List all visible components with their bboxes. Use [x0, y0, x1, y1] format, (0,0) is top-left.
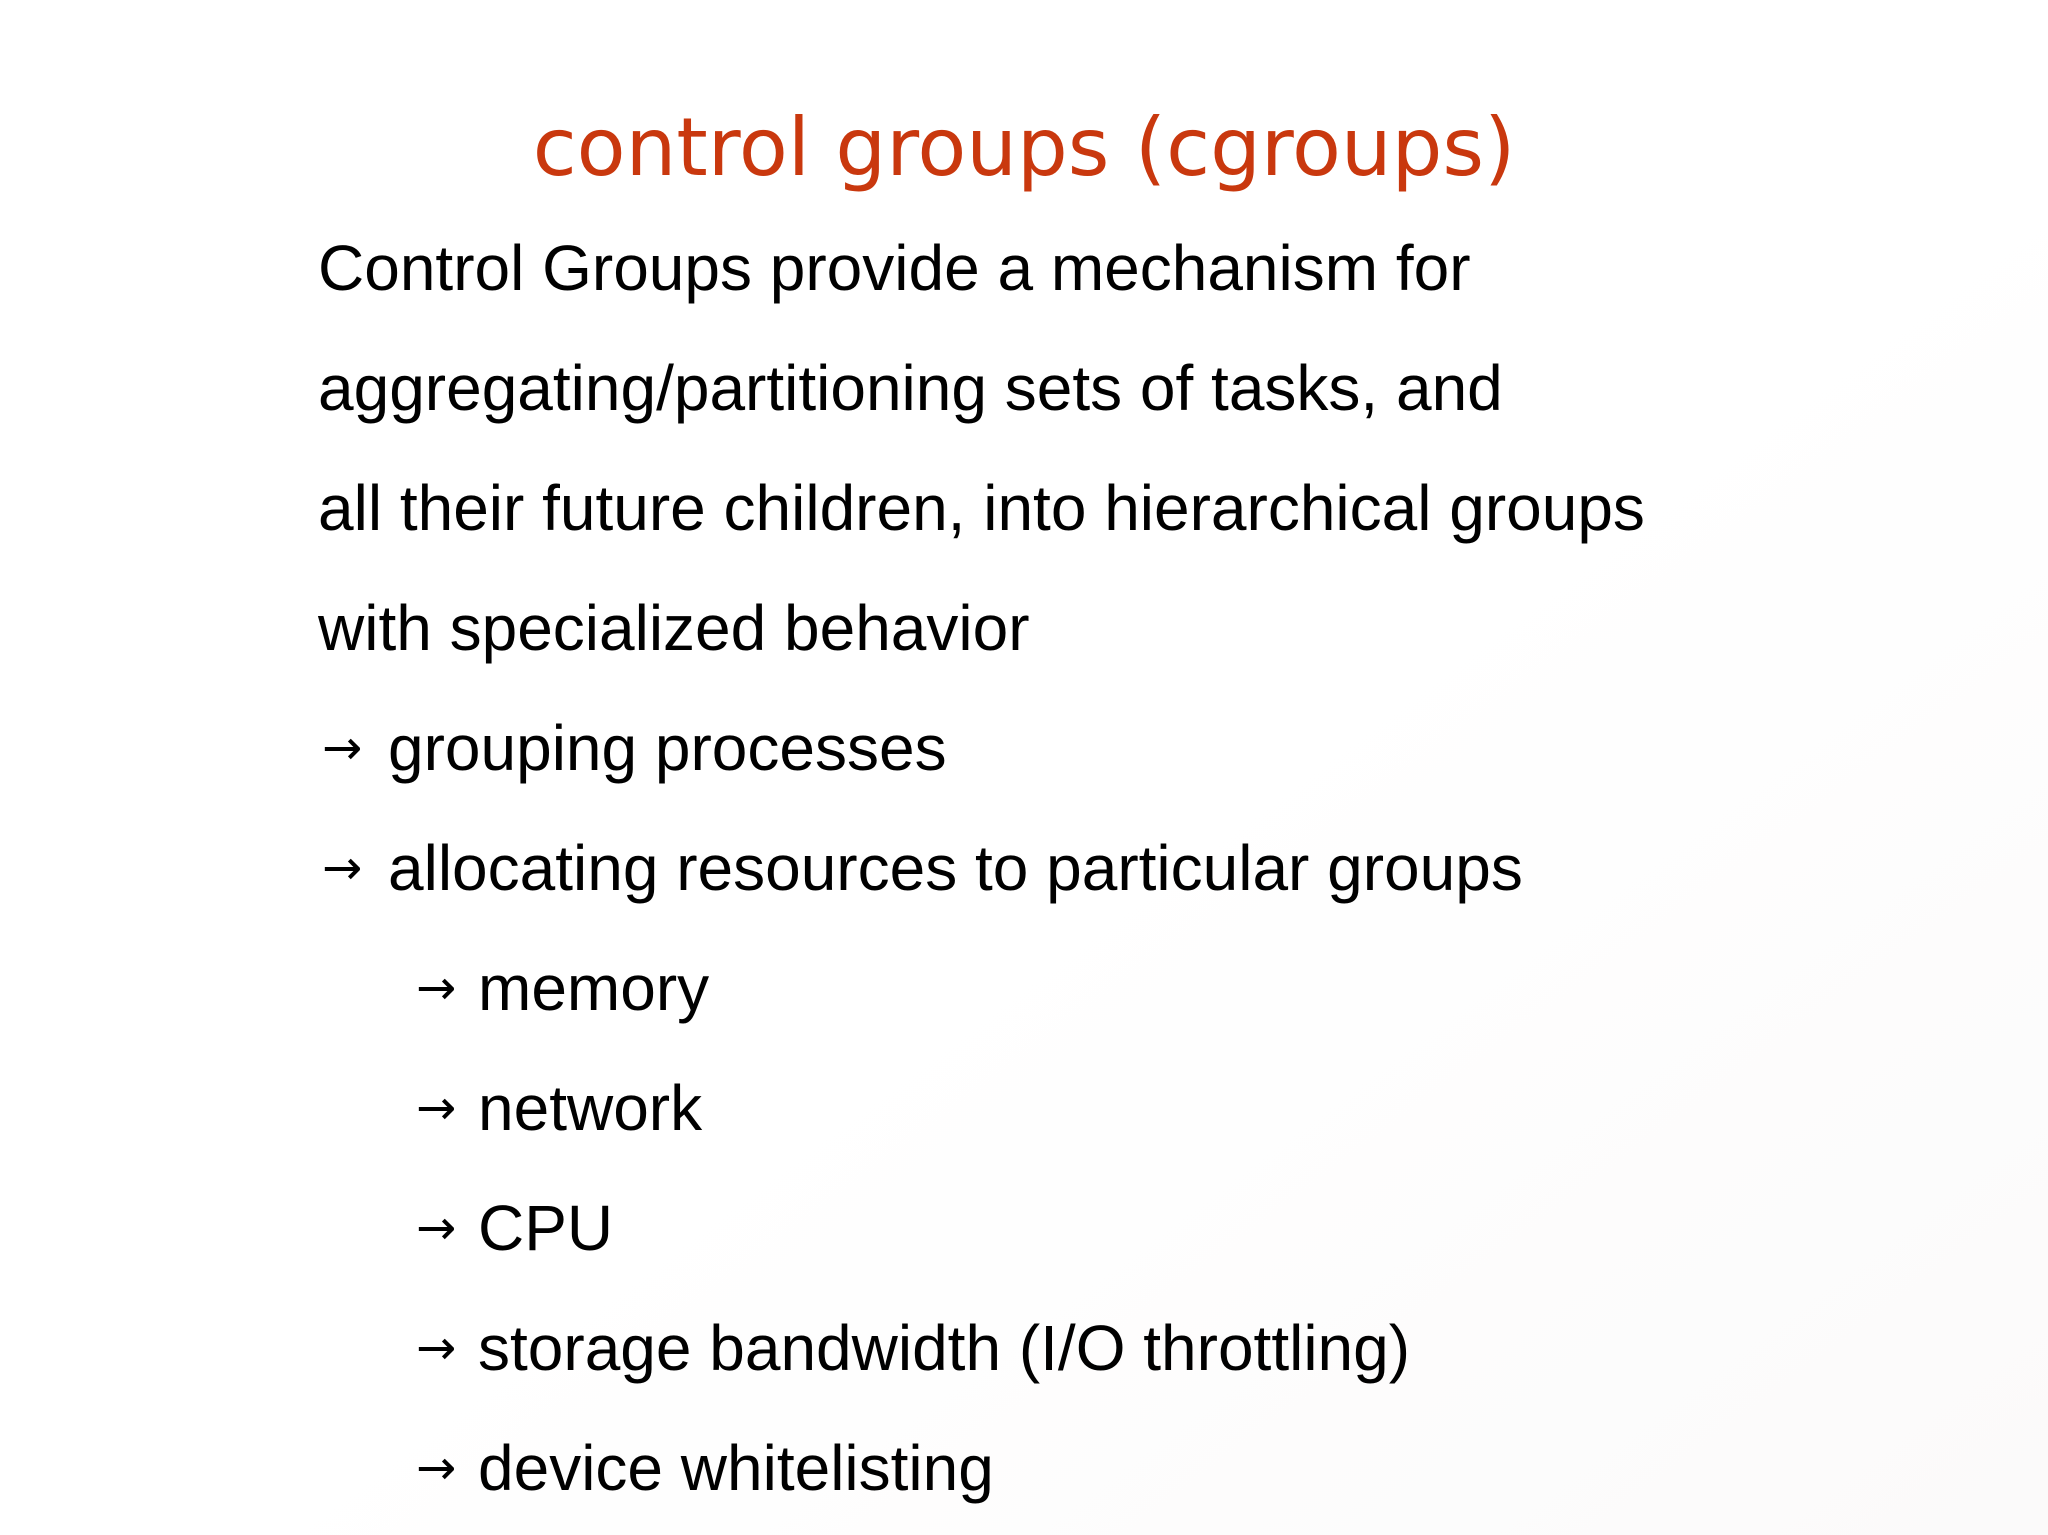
paragraph-line: with specialized behavior: [318, 592, 1030, 664]
sub-bullet-item-device-whitelisting: [416, 1428, 994, 1508]
arrow-right-icon: →: [416, 1200, 457, 1256]
sub-bullet-text: memory: [478, 952, 710, 1024]
sub-bullet-item-storage-bandwidth: [416, 1308, 1410, 1388]
bullet-text: allocating resources to particular groups: [388, 832, 1523, 904]
sub-bullet-text: network: [478, 1072, 703, 1144]
sub-bullet-text: storage bandwidth (I/O throttling): [478, 1312, 1411, 1384]
slide-title: control groups (cgroups): [532, 101, 1516, 194]
arrow-right-icon: →: [416, 960, 457, 1016]
sub-bullet-text: CPU: [478, 1192, 614, 1264]
arrow-right-icon: →: [416, 1320, 457, 1376]
paragraph-line: Control Groups provide a mechanism for: [318, 232, 1471, 304]
sub-bullet-text: device whitelisting: [478, 1432, 994, 1504]
sub-bullet-item-network: [416, 1068, 702, 1148]
arrow-right-icon: →: [322, 720, 363, 776]
bullet-item-grouping-processes: [322, 708, 947, 788]
arrow-right-icon: →: [416, 1440, 457, 1496]
sub-bullet-item-cpu: [416, 1188, 613, 1268]
sub-bullet-item-memory: [416, 948, 709, 1028]
paragraph-line: all their future children, into hierarchical groups: [318, 472, 1645, 544]
paragraph-line: aggregating/partitioning sets of tasks, and: [318, 352, 1503, 424]
bullet-text: grouping processes: [388, 712, 947, 784]
arrow-right-icon: →: [416, 1080, 457, 1136]
bullet-item-allocating-resources: [322, 828, 1523, 908]
arrow-right-icon: →: [322, 840, 363, 896]
